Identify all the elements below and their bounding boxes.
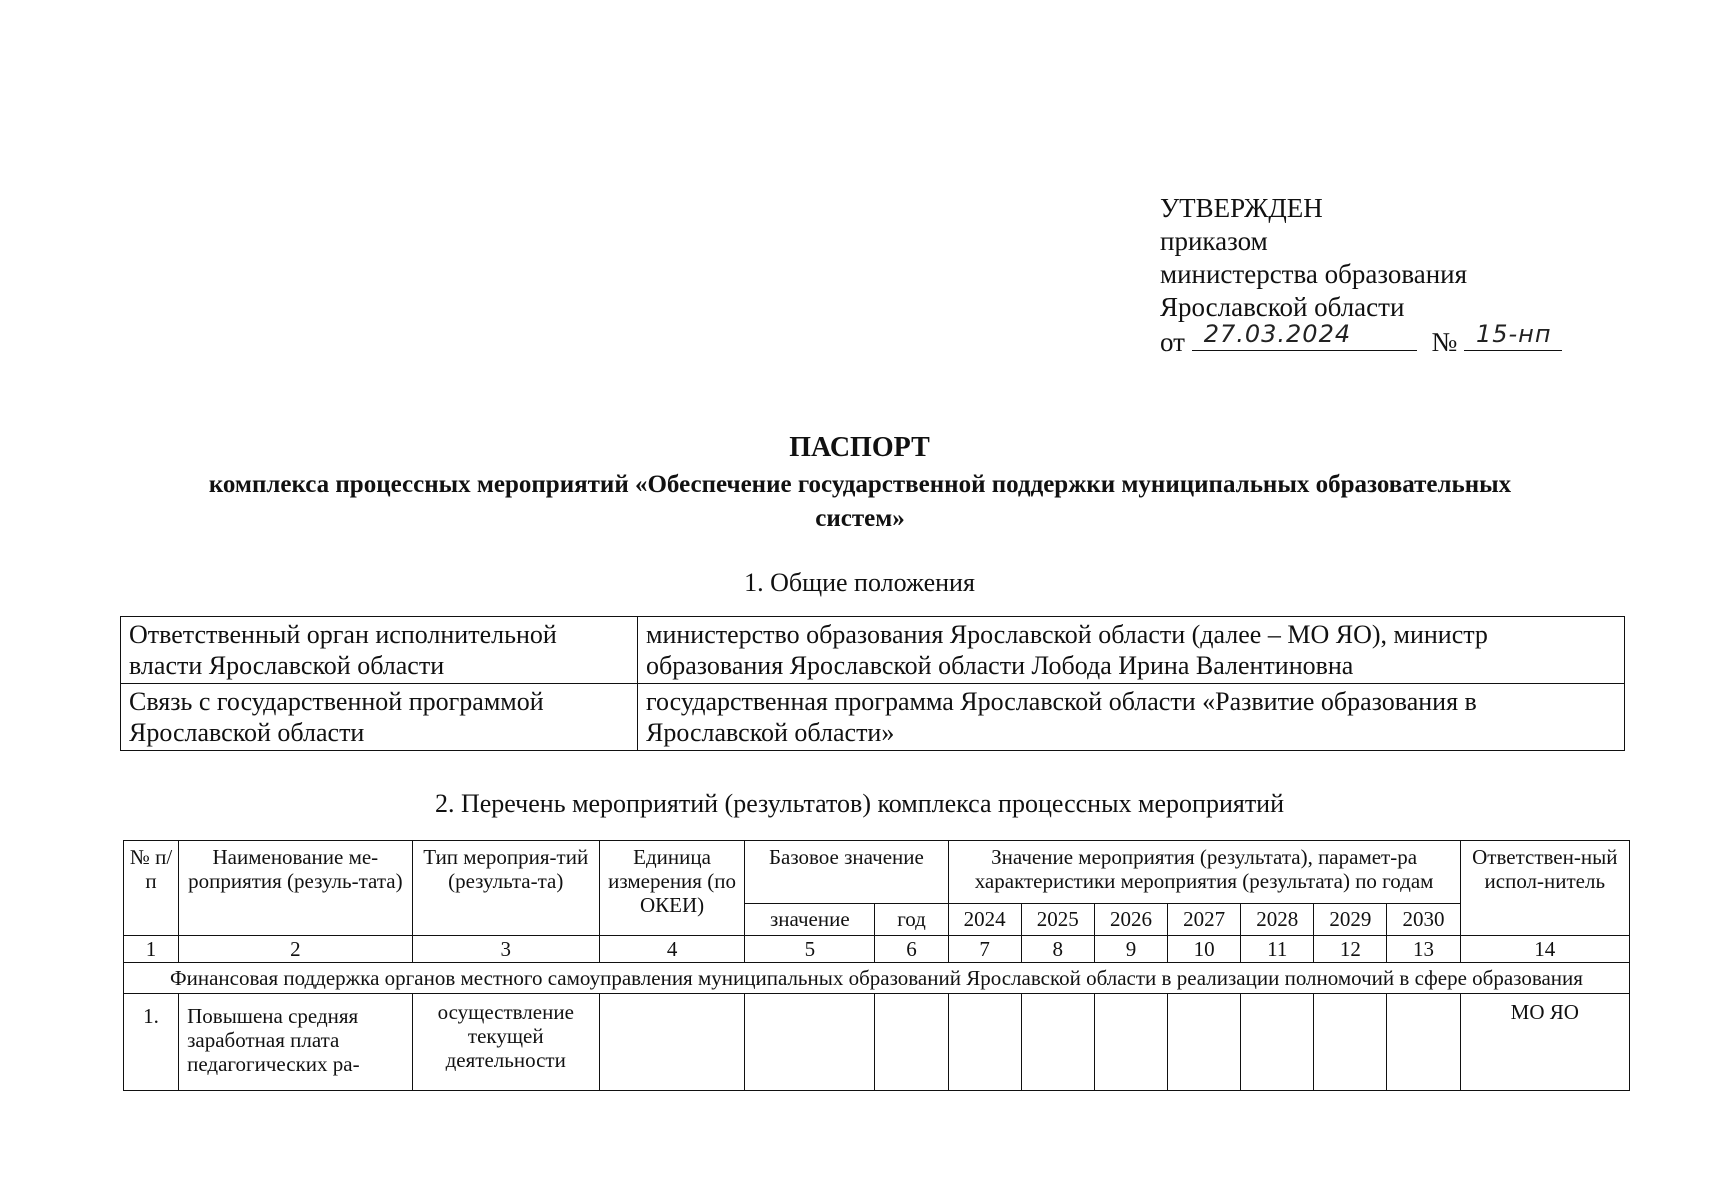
approval-date-row bbox=[1160, 320, 1562, 359]
approval-block bbox=[1160, 192, 1562, 359]
handwritten-date: 27.03.2024 bbox=[1203, 320, 1352, 348]
table-row bbox=[121, 684, 1625, 751]
row-label: Ответственный орган исполнительной власти Ярославской области bbox=[121, 617, 638, 684]
column-number: 4 bbox=[599, 936, 744, 963]
date-prefix: от bbox=[1160, 327, 1185, 357]
number-sign: № bbox=[1431, 327, 1458, 357]
col-header-year: 2027 bbox=[1168, 903, 1241, 935]
row-value: министерство образования Ярославской области (далее – МО ЯО), министр образования Ярославской области Лобода Ирина Валентиновна bbox=[638, 617, 1625, 684]
cell-year-value bbox=[1094, 994, 1167, 1091]
column-number: 9 bbox=[1094, 936, 1167, 963]
cell-year-value bbox=[948, 994, 1021, 1091]
col-header-num: № п/п bbox=[124, 841, 179, 936]
cell-responsible: МО ЯО bbox=[1460, 994, 1629, 1091]
column-number: 14 bbox=[1460, 936, 1629, 963]
cell-num: 1. bbox=[124, 994, 179, 1091]
col-header-year: 2026 bbox=[1094, 903, 1167, 935]
column-number: 6 bbox=[875, 936, 948, 963]
section-1-heading: 1. Общие положения bbox=[744, 568, 975, 597]
col-header-values: Значение мероприятия (результата), парамет-ра характеристики мероприятия (результата) по годам bbox=[948, 841, 1460, 904]
col-header-name: Наименование ме-роприятия (резуль-тата) bbox=[179, 841, 412, 936]
column-number: 11 bbox=[1241, 936, 1314, 963]
column-numbers-row bbox=[124, 936, 1630, 963]
date-field bbox=[1192, 320, 1417, 351]
approval-line: приказом bbox=[1160, 226, 1268, 256]
table-row bbox=[124, 994, 1630, 1091]
cell-base-year bbox=[875, 994, 948, 1091]
column-number: 3 bbox=[412, 936, 599, 963]
handwritten-number: 15-нп bbox=[1475, 320, 1552, 348]
column-number: 5 bbox=[745, 936, 875, 963]
cell-base-value bbox=[745, 994, 875, 1091]
number-field bbox=[1464, 320, 1562, 351]
cell-year-value bbox=[1314, 994, 1387, 1091]
section-2-heading: 2. Перечень мероприятий (результатов) комплекса процессных мероприятий bbox=[434, 789, 1285, 818]
cell-name: Повышена средняя заработная плата педагогических ра- bbox=[179, 994, 412, 1091]
column-number: 12 bbox=[1314, 936, 1387, 963]
col-header-type: Тип мероприя-тий (результа-та) bbox=[412, 841, 599, 936]
column-number: 2 bbox=[179, 936, 412, 963]
col-header-base: Базовое значение bbox=[745, 841, 948, 904]
column-number: 13 bbox=[1387, 936, 1460, 963]
col-header-base-year: год bbox=[875, 903, 948, 935]
col-header-unit: Единица измерения (по ОКЕИ) bbox=[599, 841, 744, 936]
approval-line: Ярославской области bbox=[1160, 292, 1405, 322]
group-row bbox=[124, 963, 1630, 994]
cell-type: осуществление текущей деятельности bbox=[412, 994, 599, 1091]
col-header-year: 2029 bbox=[1314, 903, 1387, 935]
document-title: ПАСПОРТ bbox=[789, 432, 930, 463]
column-number: 7 bbox=[948, 936, 1021, 963]
cell-year-value bbox=[1387, 994, 1460, 1091]
document-subtitle: комплекса процессных мероприятий «Обеспечение государственной поддержки муниципальных образовательных систем» bbox=[208, 471, 1512, 532]
column-number: 1 bbox=[124, 936, 179, 963]
col-header-year: 2024 bbox=[948, 903, 1021, 935]
group-title: Финансовая поддержка органов местного самоуправления муниципальных образований Ярославской области в реализации полномочий в сфере образования bbox=[124, 963, 1630, 994]
col-header-year: 2025 bbox=[1021, 903, 1094, 935]
row-value: государственная программа Ярославской области «Развитие образования в Ярославской области» bbox=[638, 684, 1625, 751]
cell-year-value bbox=[1168, 994, 1241, 1091]
general-provisions-table bbox=[120, 616, 1625, 751]
col-header-year: 2030 bbox=[1387, 903, 1460, 935]
column-number: 8 bbox=[1021, 936, 1094, 963]
approval-line: министерства образования bbox=[1160, 259, 1468, 289]
approval-title: УТВЕРЖДЕН bbox=[1160, 193, 1323, 223]
cell-unit bbox=[599, 994, 744, 1091]
table-row bbox=[121, 617, 1625, 684]
measures-table bbox=[123, 840, 1630, 1091]
col-header-base-value: значение bbox=[745, 903, 875, 935]
cell-year-value bbox=[1021, 994, 1094, 1091]
column-number: 10 bbox=[1168, 936, 1241, 963]
cell-year-value bbox=[1241, 994, 1314, 1091]
col-header-year: 2028 bbox=[1241, 903, 1314, 935]
row-label: Связь с государственной программой Ярославской области bbox=[121, 684, 638, 751]
col-header-responsible: Ответствен-ный испол-нитель bbox=[1460, 841, 1629, 936]
header-row bbox=[124, 841, 1630, 904]
